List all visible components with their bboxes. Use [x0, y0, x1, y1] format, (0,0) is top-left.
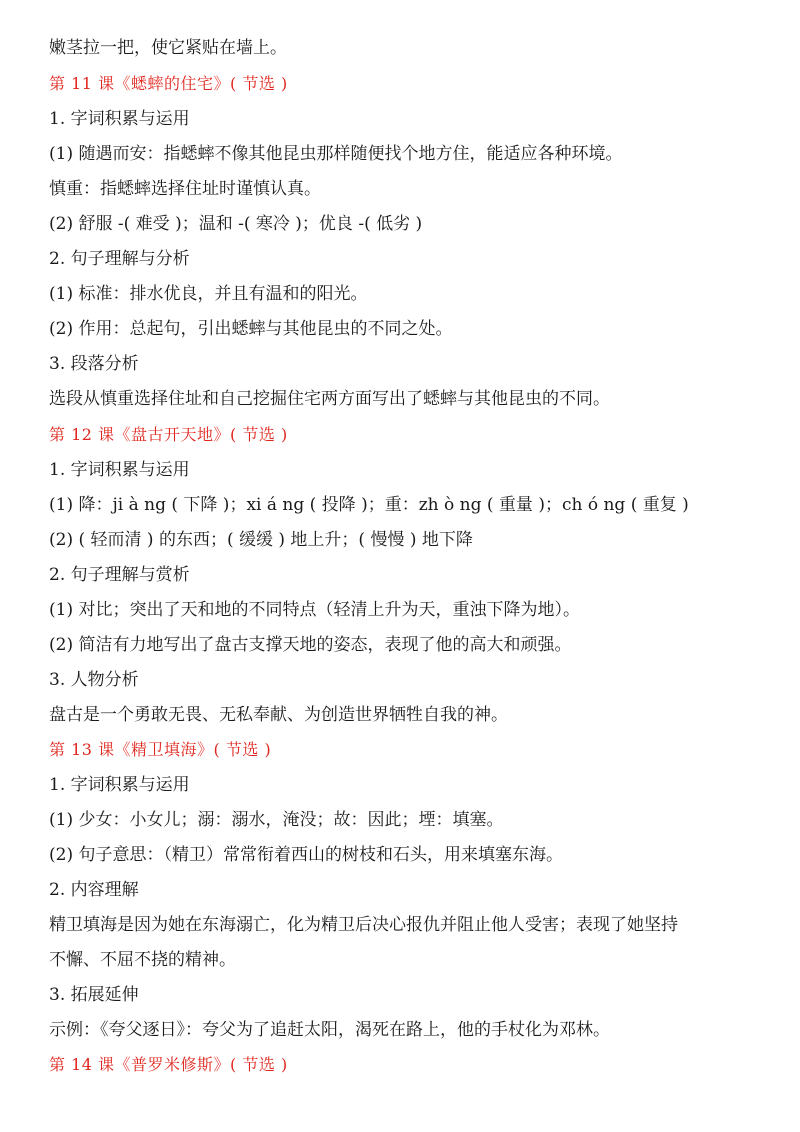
section-title: 1. 字词积累与运用	[49, 775, 190, 795]
section-title: 2. 句子理解与分析	[49, 249, 190, 269]
body-text-line: 示例：《夸父逐日》：夸父为了追赶太阳，渴死在路上，他的手杖化为邓林。	[49, 1020, 610, 1040]
body-text-line: (1) 随遇而安：指蟋蟀不像其他昆虫那样随便找个地方住，能适应各种环境。	[49, 144, 623, 164]
body-text-line: 不懈、不屈不挠的精神。	[49, 950, 236, 970]
section-title: 3. 段落分析	[49, 354, 139, 374]
body-text-line: (2) 作用：总起句，引出蟋蟀与其他昆虫的不同之处。	[49, 319, 453, 339]
lesson-heading: 第 11 课《蟋蟀的住宅》( 节选 )	[49, 74, 288, 93]
body-text-line: 盘古是一个勇敢无畏、无私奉献、为创造世界牺牲自我的神。	[49, 705, 508, 725]
body-text-line: 选段从慎重选择住址和自己挖掘住宅两方面写出了蟋蟀与其他昆虫的不同。	[49, 389, 610, 409]
section-title: 1. 字词积累与运用	[49, 109, 190, 129]
body-text-line: (1) 标准：排水优良，并且有温和的阳光。	[49, 284, 368, 304]
section-title: 3. 拓展延伸	[49, 985, 139, 1005]
section-title: 1. 字词积累与运用	[49, 460, 190, 480]
body-text-line: (2) 简洁有力地写出了盘古支撑天地的姿态，表现了他的高大和顽强。	[49, 635, 572, 655]
section-title: 2. 句子理解与赏析	[49, 565, 190, 585]
body-text-line: (1) 降：ji à ng ( 下降 )；xi á ng ( 投降 )；重：zh ò ng ( 重量 )；ch ó ng ( 重复 )	[49, 495, 689, 515]
body-text-line: (2) ( 轻而清 ) 的东西；( 缓缓 ) 地上升；( 慢慢 ) 地下降	[49, 530, 473, 550]
body-text-line: (1) 对比；突出了天和地的不同特点（轻清上升为天，重浊下降为地）。	[49, 600, 580, 620]
body-text-line: (2) 舒服 -( 难受 )；温和 -( 寒冷 )；优良 -( 低劣 )	[49, 214, 423, 234]
lesson-heading: 第 12 课《盘古开天地》( 节选 )	[49, 425, 288, 444]
body-text-line: (2) 句子意思：（精卫）常常衔着西山的树枝和石头，用来填塞东海。	[49, 845, 563, 865]
lesson-heading: 第 13 课《精卫填海》( 节选 )	[49, 740, 272, 759]
body-text-line: 嫩茎拉一把，使它紧贴在墙上。	[49, 38, 287, 58]
body-text-line: 慎重：指蟋蟀选择住址时谨慎认真。	[49, 179, 321, 199]
body-text-line: 精卫填海是因为她在东海溺亡，化为精卫后决心报仇并阻止他人受害；表现了她坚持	[49, 915, 678, 935]
lesson-heading: 第 14 课《普罗米修斯》( 节选 )	[49, 1055, 288, 1074]
section-title: 3. 人物分析	[49, 670, 139, 690]
body-text-line: (1) 少女：小女儿；溺：溺水，淹没；故：因此；堙：填塞。	[49, 810, 504, 830]
section-title: 2. 内容理解	[49, 880, 139, 900]
